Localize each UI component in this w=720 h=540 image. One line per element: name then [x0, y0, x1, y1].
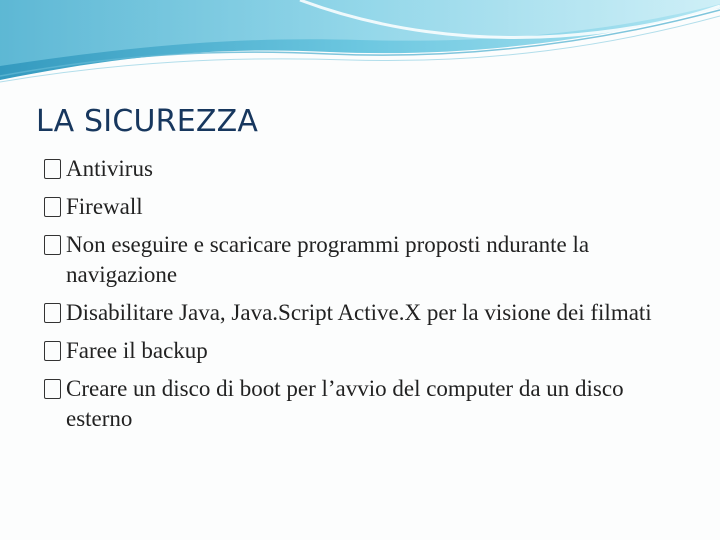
list-item-text: Firewall: [66, 194, 143, 219]
missing-glyph-box-icon: [44, 341, 61, 361]
list-item-text: Creare un disco di boot per l’avvio del computer da un disco esterno: [66, 376, 624, 431]
list-item: [44, 374, 684, 434]
list-item-text: Disabilitare Java, Java.Script Active.X per la visione dei filmati: [66, 300, 652, 325]
list-item: [44, 154, 684, 184]
missing-glyph-box-icon: [44, 379, 61, 399]
list-item-text: Antivirus: [66, 156, 153, 181]
missing-glyph-box-icon: [44, 303, 61, 323]
missing-glyph-box-icon: [44, 197, 61, 217]
bullet-list: [44, 154, 684, 442]
list-item: [44, 230, 684, 290]
list-item: [44, 298, 684, 328]
slide-title: LA SICUREZZA: [36, 104, 259, 139]
list-item-text: Faree il backup: [66, 338, 208, 363]
missing-glyph-box-icon: [44, 235, 61, 255]
list-item-text: Non eseguire e scaricare programmi proposti ndurante la navigazione: [66, 232, 590, 287]
list-item: [44, 336, 684, 366]
list-item: [44, 192, 684, 222]
header-wave-decoration: [0, 0, 720, 90]
missing-glyph-box-icon: [44, 159, 61, 179]
